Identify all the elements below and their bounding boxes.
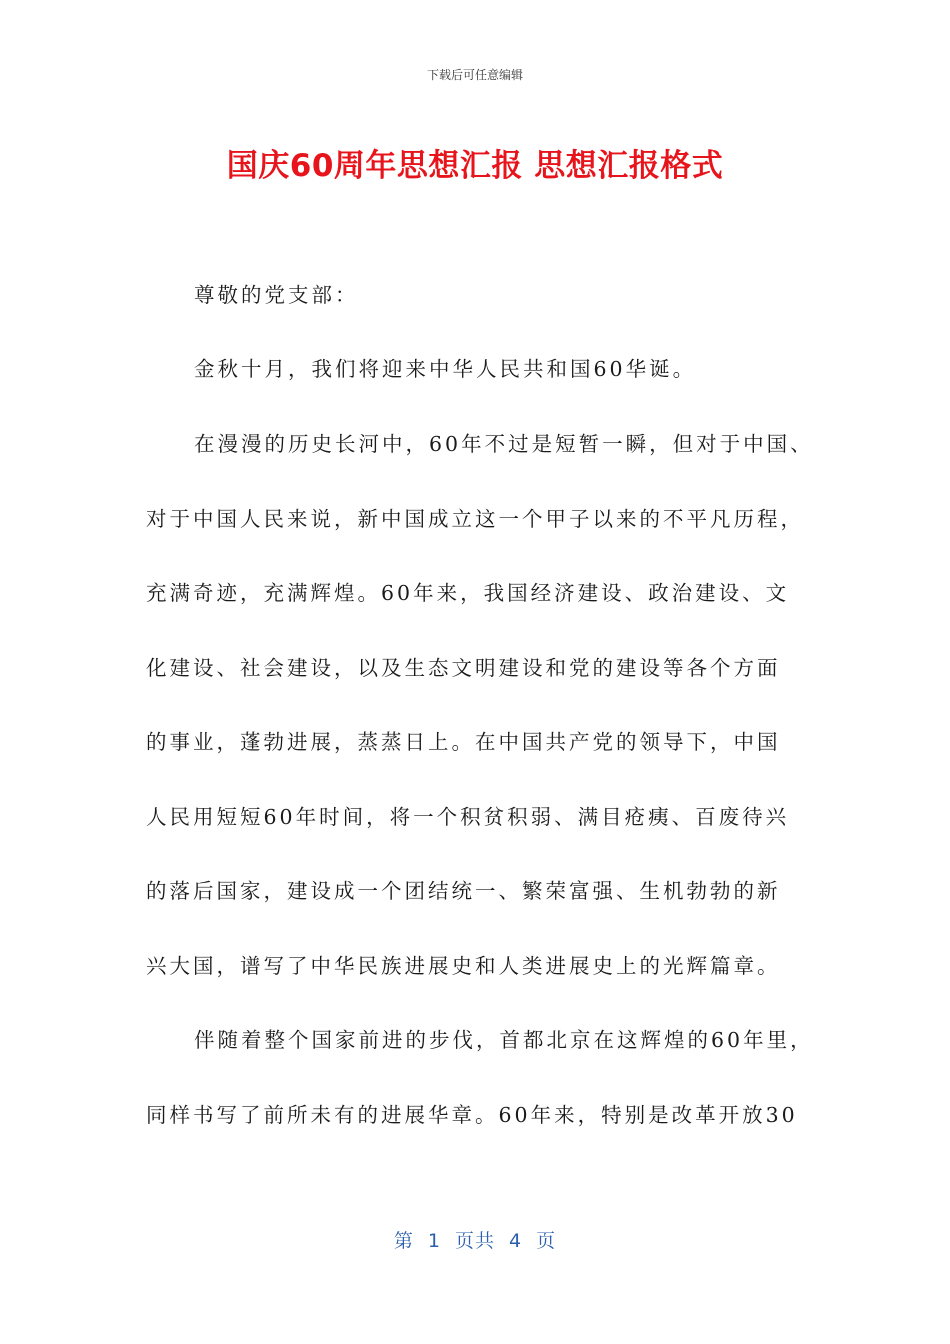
page-header-note: 下载后可任意编辑 <box>426 68 523 82</box>
body-line-5: 化建设、社会建设，以及生态文明建设和党的建设等各个方面 <box>146 656 781 680</box>
salutation-line: 尊敬的党支部： <box>194 283 359 307</box>
body-line-4: 充满奇迹，充满辉煌。60年来，我国经济建设、政治建设、文 <box>146 581 790 605</box>
body-line-8: 的落后国家，建设成一个团结统一、繁荣富强、生机勃勃的新 <box>146 879 781 903</box>
footer-total-pages: 4 <box>509 1230 523 1252</box>
body-line-11: 同样书写了前所未有的进展华章。60年来，特别是改革开放30 <box>146 1103 798 1127</box>
document-title: 国庆60周年思想汇报 思想汇报格式 <box>226 148 724 184</box>
page-footer <box>0 1226 950 1253</box>
body-line-6: 的事业，蓬勃进展，蒸蒸日上。在中国共产党的领导下，中国 <box>146 730 781 754</box>
footer-prefix: 第 <box>393 1230 414 1252</box>
body-line-10: 伴随着整个国家前进的步伐，首都北京在这辉煌的60年里， <box>194 1028 814 1052</box>
body-line-1: 金秋十月，我们将迎来中华人民共和国60华诞。 <box>194 357 697 381</box>
footer-current-page: 1 <box>427 1230 441 1252</box>
body-line-2: 在漫漫的历史长河中，60年不过是短暂一瞬，但对于中国、 <box>194 432 814 456</box>
footer-suffix: 页 <box>536 1230 557 1252</box>
body-line-9: 兴大国，谱写了中华民族进展史和人类进展史上的光辉篇章。 <box>146 954 781 978</box>
body-line-3: 对于中国人民来说，新中国成立这一个甲子以来的不平凡历程， <box>146 507 804 531</box>
footer-middle: 页共 <box>454 1230 495 1252</box>
body-line-7: 人民用短短60年时间，将一个积贫积弱、满目疮痍、百废待兴 <box>146 805 790 829</box>
